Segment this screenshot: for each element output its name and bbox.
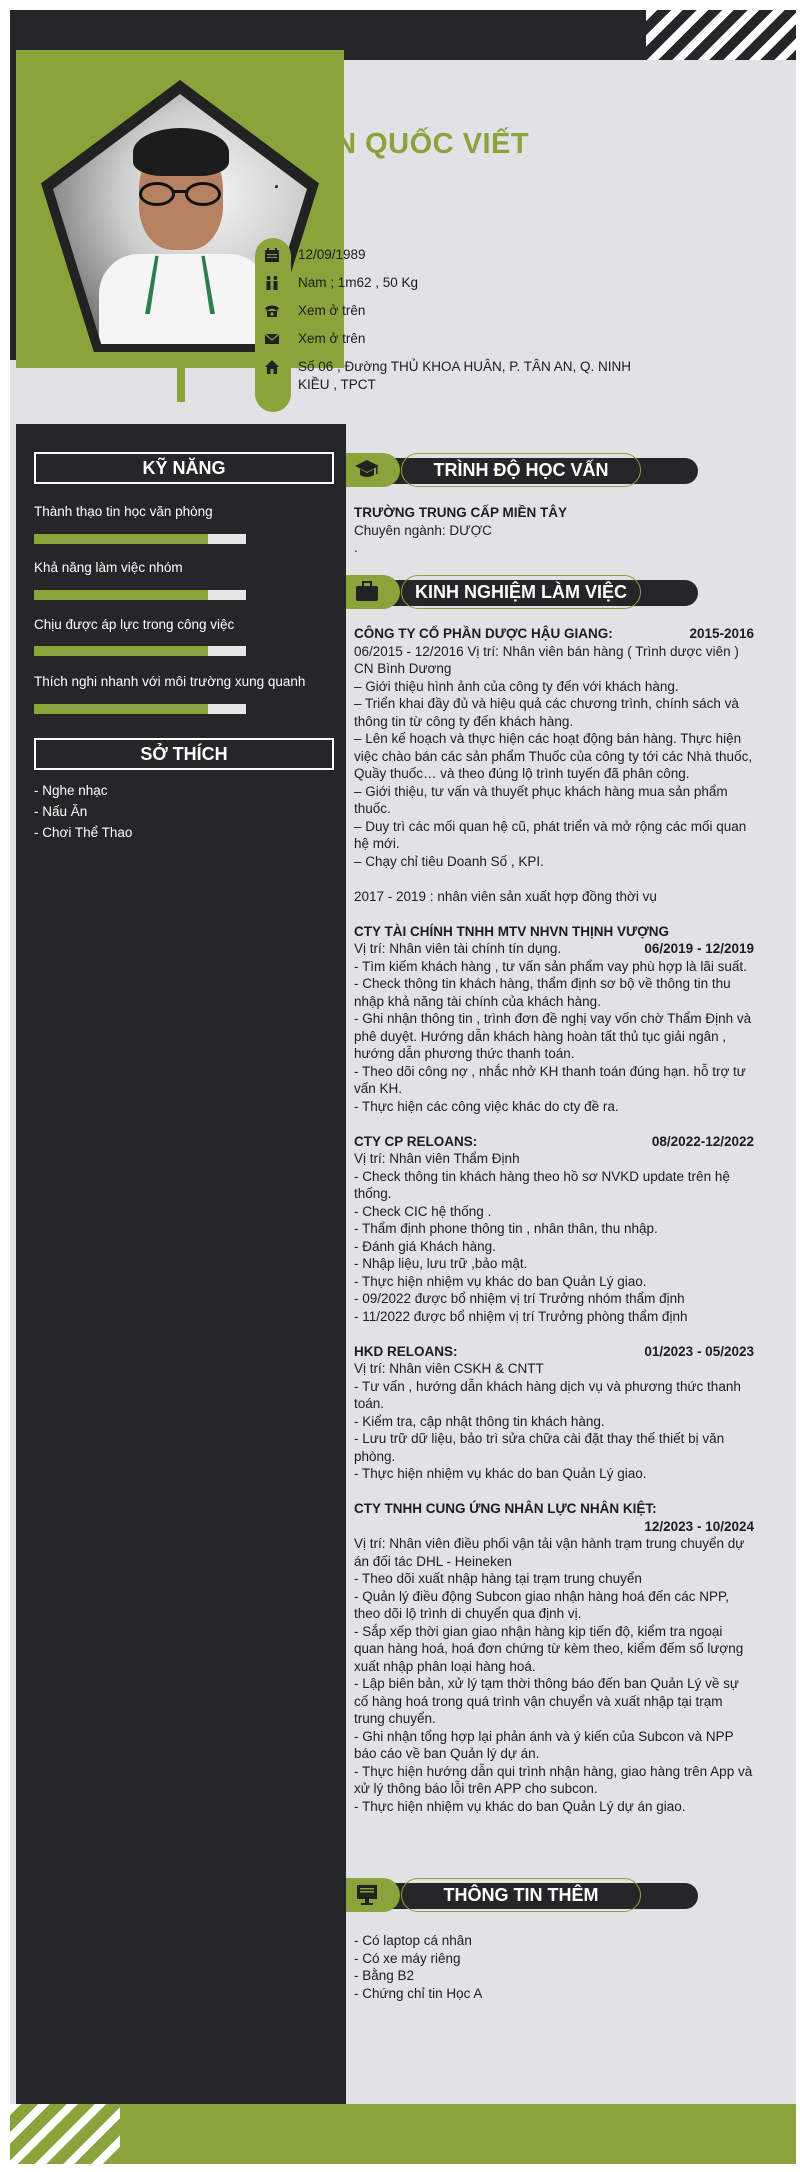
- gender-size-value: Nam ; 1m62 , 50 Kg: [298, 275, 419, 290]
- calendar-icon: [264, 246, 282, 264]
- job-duty: - Theo dõi công nợ , nhắc nhở KH thanh toán đúng hạn. hỗ trợ tư vấn KH.: [354, 1063, 746, 1096]
- education-heading-bar: [346, 453, 700, 487]
- additional-item: - Bằng B2: [354, 1968, 415, 1983]
- job-duty: - Lưu trữ dữ liệu, bảo trì sửa chữa cài đặt thay thế thiết bị văn phòng.: [354, 1431, 725, 1464]
- skill-label: Thành thạo tin học văn phòng: [34, 504, 213, 519]
- job-company: CTY TÀI CHÍNH TNHH MTV NHVN THỊNH VƯỢNG: [354, 923, 669, 939]
- skill-label: Thích nghi nhanh với môi trường xung quanh: [34, 674, 306, 689]
- job-position: Vị trí: Nhân viên Thẩm Định: [354, 1151, 520, 1166]
- name-subtitle-dot: .: [274, 172, 280, 192]
- job-period: 08/2022-12/2022: [651, 1133, 754, 1149]
- people-icon: [264, 274, 282, 292]
- job-position: Vị trí: Nhân viên tài chính tín dụng.: [354, 941, 562, 956]
- school-name: TRƯỜNG TRUNG CẤP MIỀN TÂY: [354, 505, 567, 520]
- job-duty: – Duy trì các mối quan hệ cũ, phát triển và mở rộng các mối quan hệ mới.: [354, 818, 747, 851]
- photo-frame: [16, 50, 344, 368]
- job-duty: - Check thông tin khách hàng, thẩm định sơ bộ về thông tin thu nhập khả năng tài chính của khách hàng.: [354, 976, 731, 1009]
- education-content: [354, 504, 754, 557]
- briefcase-icon: [346, 575, 400, 609]
- skill-bar-fill: [34, 646, 208, 656]
- additional-content: [354, 1932, 754, 2002]
- job-duty: - Lập biên bản, xử lý tạm thời thông báo đến ban Quản Lý về sự cố hàng hoá trong quá trình vận chuyển và xuất nhập tại trạm trung chuyển.: [354, 1676, 739, 1726]
- job-duty: – Lên kế hoạch và thực hiện các hoạt động bán hàng. Thực hiện việc chào bán các sản phẩm Thuốc của công ty tới các Nhà thuốc, Quầy thuốc… và theo đúng lộ trình tuyến đã phân công.: [354, 731, 753, 781]
- phone-value: Xem ở trên: [298, 303, 366, 318]
- additional-title: THÔNG TIN THÊM: [401, 1878, 641, 1912]
- additional-item: - Có xe máy riêng: [354, 1950, 461, 1966]
- skill-label: Chịu được áp lực trong công việc: [34, 617, 235, 632]
- job-extra: 2017 - 2019 : nhân viên sản xuất hợp đồng thời vụ: [354, 888, 657, 904]
- contact-address: [264, 358, 664, 394]
- skill-bar: [34, 646, 246, 656]
- job-duty: – Triển khai đầy đủ và hiệu quả các chương trình, chính sách và thông tin từ công ty đến khách hàng.: [354, 696, 739, 729]
- job-duty: - Ghi nhận tổng hợp lại phản ánh và ý kiến của Subcon và NPP báo cáo về ban Quản lý dự án.: [354, 1728, 734, 1761]
- job-duty: - Theo dõi xuất nhập hàng tại trạm trung chuyển: [354, 1571, 642, 1586]
- skill-bar: [34, 590, 246, 600]
- additional-item: - Chứng chỉ tin Học A: [354, 1985, 483, 2001]
- job-duty: - Tư vấn , hướng dẫn khách hàng dịch vụ và phương thức thanh toán.: [354, 1378, 741, 1411]
- contact-dob: [264, 246, 664, 264]
- monitor-icon: [346, 1878, 400, 1912]
- job-header: [354, 1343, 754, 1361]
- bottom-stripes-decoration: [10, 2104, 120, 2164]
- dob-value: 12/09/1989: [298, 247, 366, 262]
- job-duty: - Ghi nhận thông tin , trình đơn đề nghị vay vốn chờ Thẩm Định và phê duyệt. Hướng dẫn khách hàng hoàn tất thủ tục giải ngân , hướng dẫn phương thức thanh toán.: [354, 1011, 752, 1061]
- job-period: 06/2019 - 12/2019: [644, 941, 754, 956]
- address-value: Số 06 , Đường THỦ KHOA HUÂN, P. TÂN AN, Q. NINH KIỀU , TPCT: [298, 359, 631, 392]
- contact-phone: [264, 302, 664, 320]
- education-title: TRÌNH ĐỘ HỌC VẤN: [401, 453, 641, 487]
- job-duty: - Check thông tin khách hàng theo hồ sơ NVKD update trên hệ thống.: [354, 1168, 730, 1201]
- experience-heading-bar: [346, 575, 700, 609]
- job-position: 06/2015 - 12/2016 Vị trí: Nhân viên bán hàng ( Trình dược viên ) CN Bình Dương: [354, 643, 739, 676]
- job-duty: - Kiểm tra, cập nhật thông tin khách hàng.: [354, 1413, 605, 1429]
- phone-icon: [264, 302, 282, 320]
- additional-heading-bar: [346, 1878, 700, 1912]
- skill-label: Khả năng làm việc nhóm: [34, 560, 183, 575]
- contact-email: [264, 330, 664, 348]
- envelope-icon: [264, 330, 282, 348]
- major: Chuyên ngành: DƯỢC: [354, 522, 492, 538]
- education-note: .: [354, 540, 358, 555]
- skill-bar-fill: [34, 534, 208, 544]
- photo-stem-decoration: [177, 368, 185, 402]
- job-duty: - 11/2022 được bổ nhiệm vị trí Trưởng phòng thẩm định: [354, 1308, 688, 1324]
- graduation-cap-icon: [346, 453, 400, 487]
- job-duty: – Giới thiệu hình ảnh của công ty đến với khách hàng.: [354, 678, 679, 694]
- skill-bar: [34, 704, 246, 714]
- experience-content: [354, 625, 754, 1815]
- job-company: HKD RELOANS:: [354, 1343, 458, 1359]
- bottom-band: [120, 2104, 796, 2164]
- job-header: [354, 1133, 754, 1151]
- job-period: 12/2023 - 10/2024: [644, 1518, 754, 1534]
- job-duty: - Thẩm định phone thông tin , nhân thân, thu nhập.: [354, 1221, 658, 1236]
- job-position: Vị trí: Nhân viên CSKH & CNTT: [354, 1361, 544, 1376]
- job-duty: - Thực hiện nhiệm vụ khác do ban Quản Lý dự án giao.: [354, 1798, 686, 1814]
- job-duty: - Đánh giá Khách hàng.: [354, 1238, 496, 1254]
- email-value: Xem ở trên: [298, 331, 366, 346]
- job-duty: - Thực hiện nhiệm vụ khác do ban Quản Lý giao.: [354, 1273, 647, 1289]
- job-duty: - Thực hiện nhiệm vụ khác do ban Quản Lý giao.: [354, 1466, 647, 1481]
- job-header: [354, 940, 754, 958]
- candidate-name: TRẦN QUỐC VIẾT: [274, 128, 530, 160]
- resume-frame: [10, 10, 796, 2164]
- home-icon: [264, 358, 282, 376]
- job-duty: - Thực hiện hướng dẫn qui trình nhận hàng, giao hàng trên App và xử lý thông báo lỗi trên APP cho subcon.: [354, 1763, 753, 1796]
- skill-bar-fill: [34, 704, 208, 714]
- job-duty: - Sắp xếp thời gian giao nhận hàng kịp tiến độ, kiểm tra ngoại quan hàng hoá, hoá đơn chứng từ kèm theo, kiểm đếm số lượng xuất nhập phân loại hàng hoá.: [354, 1623, 744, 1674]
- job-company: CTY CP RELOANS:: [354, 1133, 478, 1149]
- top-stripes-decoration: [646, 10, 796, 60]
- job-duty: - Check CIC hệ thống .: [354, 1203, 492, 1219]
- job-period: 01/2023 - 05/2023: [644, 1343, 754, 1359]
- skills-heading: KỸ NĂNG: [34, 452, 334, 484]
- job-period: 2015-2016: [689, 626, 754, 641]
- job-duty: - Quản lý điều động Subcon giao nhận hàng hoá đến các NPP, theo dõi lộ trình di chuyển qua định vị.: [354, 1588, 730, 1621]
- hobby-item: - Nghe nhạc: [34, 783, 108, 798]
- job-company: CÔNG TY CỔ PHẦN DƯỢC HẬU GIANG:: [354, 626, 613, 641]
- experience-title: KINH NGHIỆM LÀM VIỆC: [401, 575, 641, 609]
- job-duty: - Tìm kiếm khách hàng , tư vấn sản phẩm vay phù hợp là lãi suất.: [354, 958, 747, 974]
- job-duty: – Giới thiệu, tư vấn và thuyết phục khách hàng mua sản phẩm thuốc.: [354, 783, 728, 816]
- contact-gender: [264, 274, 664, 292]
- job-header: [354, 625, 754, 643]
- hobbies-heading: SỞ THÍCH: [34, 738, 334, 770]
- job-company: CTY TNHH CUNG ỨNG NHÂN LỰC NHÂN KIỆT:: [354, 1501, 657, 1516]
- hobby-item: - Chơi Thể Thao: [34, 825, 133, 840]
- job-duty: - 09/2022 được bổ nhiệm vị trí Trưởng nhóm thẩm định: [354, 1291, 685, 1306]
- job-duty: - Thực hiện các công việc khác do cty đề ra.: [354, 1098, 619, 1114]
- additional-item: - Có laptop cá nhân: [354, 1933, 472, 1948]
- job-duty: - Nhập liệu, lưu trữ ,bảo mật.: [354, 1256, 528, 1271]
- job-duty: – Chạy chỉ tiêu Doanh Số , KPI.: [354, 853, 544, 869]
- job-position: Vị trí: Nhân viên điều phối vận tải vận hành trạm trung chuyển dự án đối tác DHL - Heineken: [354, 1536, 745, 1569]
- skill-bar-fill: [34, 590, 208, 600]
- left-sidebar: [16, 424, 346, 2122]
- skill-bar: [34, 534, 246, 544]
- hobby-item: - Nấu Ăn: [34, 804, 88, 819]
